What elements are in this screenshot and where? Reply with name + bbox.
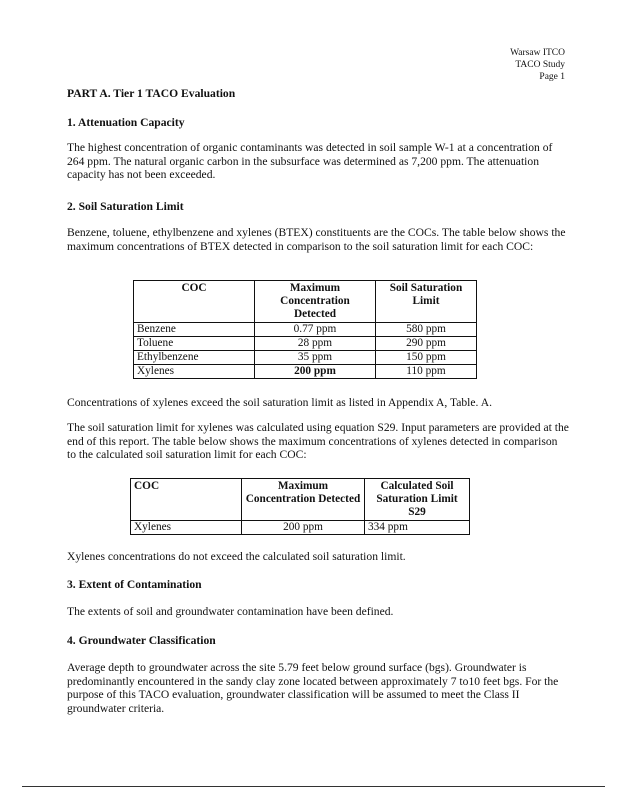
page-header	[510, 47, 565, 83]
coc-cell: Toluene	[134, 337, 255, 351]
limit-cell: 110 ppm	[376, 365, 477, 379]
concentration-cell: 28 ppm	[255, 337, 376, 351]
section-4-heading: 4. Groundwater Classification	[67, 634, 216, 647]
table-row	[134, 365, 477, 379]
table-row	[131, 521, 470, 535]
table-header-row	[134, 281, 477, 323]
section-1-heading: 1. Attenuation Capacity	[67, 116, 185, 129]
coc-cell: Benzene	[134, 323, 255, 337]
concentration-cell: 200 ppm	[242, 521, 365, 535]
table-header-row	[131, 479, 470, 521]
section-2-heading: 2. Soil Saturation Limit	[67, 200, 184, 213]
column-header-coc: COC	[131, 479, 242, 521]
limit-cell: 580 ppm	[376, 323, 477, 337]
concentration-cell: 35 ppm	[255, 351, 376, 365]
coc-cell: Ethylbenzene	[134, 351, 255, 365]
header-site: Warsaw ITCO	[510, 48, 565, 58]
coc-cell: Xylenes	[131, 521, 242, 535]
table-row	[134, 337, 477, 351]
column-header-saturation-limit: Soil Saturation Limit	[376, 281, 477, 323]
table-row	[134, 351, 477, 365]
exceedance-note: Concentrations of xylenes exceed the soil saturation limit as listed in Appendix A, Table. A.	[67, 396, 492, 409]
limit-cell: 290 ppm	[376, 337, 477, 351]
table-row	[134, 323, 477, 337]
section-4-body: Average depth to groundwater across the site 5.79 feet below ground surface (bgs). Groundwater is predominantly encountered in the sandy clay zone located between approximately 7 to10 feet bgs. For the purpose of this TACO evaluation, groundwater classification will be assumed to meet the Class II groundwater criteria.	[67, 661, 559, 715]
concentration-cell: 0.77 ppm	[255, 323, 376, 337]
page-bottom-rule	[22, 786, 605, 787]
part-title: PART A. Tier 1 TACO Evaluation	[67, 87, 236, 100]
section-2-conclusion: Xylenes concentrations do not exceed the calculated soil saturation limit.	[67, 550, 406, 563]
header-page: Page 1	[539, 72, 565, 82]
calculation-note: The soil saturation limit for xylenes was calculated using equation S29. Input parameters are provided at the end of this report. The table below shows the maximum concentrations of xylenes detected in comparison to the calculated soil saturation limit for each COC:	[67, 421, 569, 461]
column-header-max-concentration: Maximum Concentration Detected	[242, 479, 365, 521]
section-3-body: The extents of soil and groundwater contamination have been defined.	[67, 605, 394, 618]
column-header-calculated-limit: Calculated Soil Saturation Limit S29	[365, 479, 470, 521]
column-header-max-concentration: Maximum Concentration Detected	[255, 281, 376, 323]
section-2-intro: Benzene, toluene, ethylbenzene and xylenes (BTEX) constituents are the COCs. The table below shows the maximum concentrations of BTEX detected in comparison to the soil saturation limit for each COC:	[67, 226, 566, 253]
concentration-cell: 200 ppm	[255, 365, 376, 379]
header-study: TACO Study	[515, 60, 565, 70]
column-header-coc: COC	[134, 281, 255, 323]
limit-cell: 334 ppm	[365, 521, 470, 535]
section-1-body: The highest concentration of organic contaminants was detected in soil sample W-1 at a concentration of 264 ppm. The natural organic carbon in the subsurface was determined as 7,200 ppm. The attenuation capacity has not been exceeded.	[67, 141, 553, 181]
coc-cell: Xylenes	[134, 365, 255, 379]
btex-saturation-table	[133, 280, 477, 379]
xylenes-s29-table	[130, 478, 470, 535]
section-3-heading: 3. Extent of Contamination	[67, 578, 202, 591]
limit-cell: 150 ppm	[376, 351, 477, 365]
